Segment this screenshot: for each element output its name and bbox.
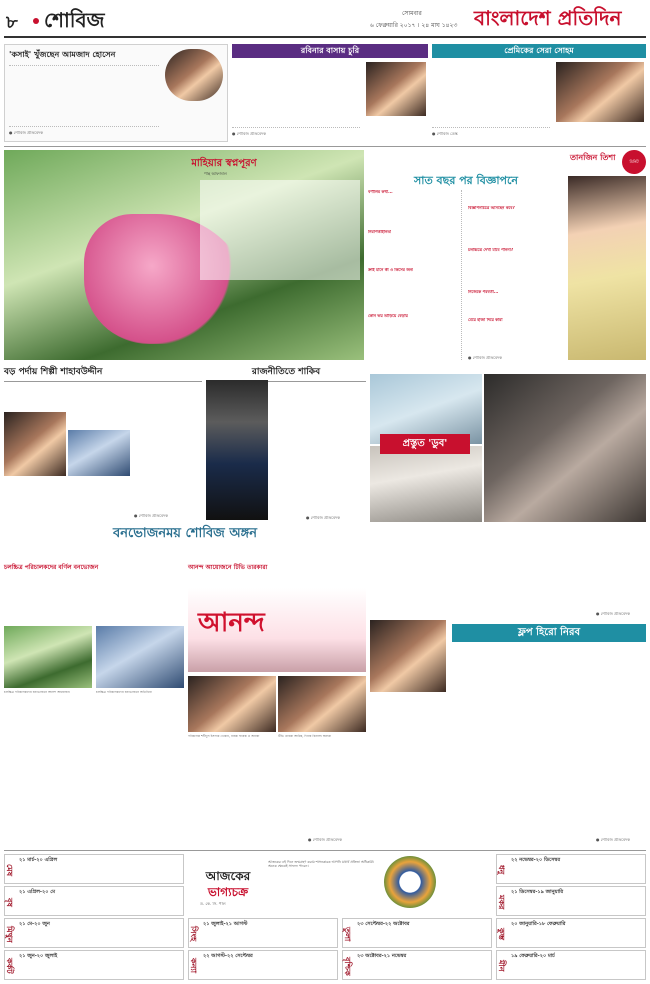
picnic-body-1 [4,572,184,624]
zodiac-sign: মীন [497,960,506,972]
picnic-caption-2: চলচ্চিত্র পরিচালকদের বনভোজনে অতিথিরা [96,690,152,694]
story-tanjin [368,150,646,368]
story-credit: ● শোবিজ ডেস্ক [432,132,458,136]
zodiac-text [357,929,489,947]
zodiac-sign: মেষ [5,863,14,877]
story-amjad [4,44,228,142]
picnic-body-4 [188,744,366,836]
minute-badge [622,150,646,174]
subhead-3: ক্রাই মানে কী ও কিসের জন্য [368,268,414,272]
zodiac-sign: তুলা [343,926,352,942]
zodiac-text [203,929,335,947]
story-col-1 [368,190,462,360]
story-body [4,380,202,410]
story-title: প্রেমিকের সেরা সোহম [432,44,646,58]
dub-body [370,524,646,616]
subhead-4: কোন ভয় তাড়িয়ে বেড়ায় [368,314,408,318]
zodiac-range: ২১ ডিসেম্বর-১৯ জানুয়ারি [511,889,564,895]
story-credit: ● শোবিজ প্রতিবেদক [232,132,266,136]
zodiac-sign: মিথুন [5,925,14,943]
zodiac-dhanu [496,854,646,884]
story-body [272,380,366,516]
photo-shahabuddin [4,412,66,476]
picnic-title: বনভোজনময় শোবিজ অঙ্গন [113,526,257,541]
day-label: সোমবার [402,10,422,17]
picnic-col-1 [4,562,184,846]
horoscope-title-1: আজকের [205,869,251,883]
zodiac-sign: বৃশ্চিক [343,956,352,976]
story-body [200,180,360,280]
zodiac-min [496,950,646,980]
photo-tanjin [568,176,646,360]
zodiac-sign: কর্কট [5,958,14,974]
picnic-body-3 [188,572,366,586]
zodiac-range: ২৩ অক্টোবর-২১ নভেম্বর [357,953,407,959]
photo-amjad [165,49,223,101]
section-dot-icon [33,18,39,24]
story-credit: ● শোবিজ প্রতিবেদক [306,516,340,520]
zodiac-kumbha [496,918,646,948]
zodiac-text [203,961,335,979]
story-byline: পান্থ আফজাল [204,172,227,176]
subhead-1: বর্ণালির কথা... [368,190,393,194]
picnic-subhead-1: চলচ্চিত্র পরিচালকদের বর্ণিল বনভোজন [4,564,99,571]
masthead [0,0,650,42]
zodiac-brisha [4,886,184,916]
story-credit: ● শোবিজ প্রতিবেদক [596,838,630,842]
zodiac-tula [342,918,492,948]
picnic-credit: ● শোবিজ প্রতিবেদক [308,838,342,842]
row-divider [4,146,646,147]
horoscope [4,854,646,982]
zodiac-range: ২১ জুন-২০ জুলাই [19,953,58,959]
zodiac-range: ১৯ ফেব্রুয়ারি-২০ মার্চ [511,953,555,959]
masthead-rule [4,36,646,38]
story-body [9,65,159,127]
photo-picnic-1 [4,626,92,688]
zodiac-text [357,961,489,979]
horoscope-divider [4,850,646,851]
story-body-2 [370,696,646,840]
photo-shakib [206,380,268,520]
dub-credit: ● শোবিজ প্রতিবেদক [596,612,630,616]
subhead-5: বিজ্ঞাপনচিত্রে আসছেন কবে? [468,206,515,210]
subhead-2: নিরাপত্তাহীনতা [368,230,392,234]
zodiac-kanya [188,950,338,980]
zodiac-text [19,897,181,915]
zodiac-singha [188,918,338,948]
picnic-caption-3: পরিচালক শহীদুল ইসলাম খোকন, নায়ক ফারুক ও অন্যরা [188,734,260,738]
zodiac-sign: বৃষ [5,897,14,907]
zodiac-sign: সিংহ [189,926,198,942]
story-shakib [206,364,366,522]
story-title: রবিনার বাসায় চুরি [232,44,428,58]
story-credit: ● শোবিজ প্রতিবেদক [9,131,43,135]
zodiac-range: ২০ জানুয়ারি-১৮ ফেব্রুয়ারি [511,921,566,927]
photo-robina [366,62,426,116]
story-soham [432,44,646,142]
zodiac-range: ২১ জুলাই-২১ আগস্ট [203,921,248,927]
minute-badge-label: মিনিট [629,159,639,164]
picnic-banner-text: আনন্দ [198,608,265,638]
zodiac-range: ২২ নভেম্বর-২০ ডিসেম্বর [511,857,561,863]
zodiac-range: ২১ মার্চ-২০ এপ্রিল [19,857,58,863]
zodiac-range: ২৩ সেপ্টেম্বর-২২ অক্টোবর [357,921,410,927]
story-title: ফ্লপ হিরো নিরব [452,624,646,642]
zodiac-text [19,929,181,947]
zodiac-text [19,865,181,883]
side-title: তানজিন তিশা [570,153,616,162]
zodiac-karkat [4,950,184,980]
story-body-3 [4,478,202,514]
zodiac-range: ২১ এপ্রিল-২০ মে [19,889,56,895]
zodiac-mithun [4,918,184,948]
story-robina [232,44,428,142]
picnic-col-2 [188,562,366,846]
photo-soham [556,62,644,122]
horoscope-title-2: ভাগ্যচক্র [207,885,249,899]
story-dub [370,374,646,522]
photo-shahabuddin-2 [68,430,130,476]
picnic-subhead-2: আনন্দ আয়োজনে টিভি তারকারা [188,564,268,571]
zodiac-makar [496,886,646,916]
story-body-2 [132,412,202,476]
photo-picnic-banner [188,588,366,672]
photo-picnic-2 [96,626,184,688]
horoscope-intro: আজকের এই দিনে জন্মগ্রহণ করায় শাসনকারক আপনি যথার্থ প্রতিভা অধিকারী। অনেক ক্ষেত্রেই সাফল্য পাবেন। [268,860,375,869]
story-headline: সাত বছর পর বিজ্ঞাপনে [414,174,518,187]
story-title: প্রস্তুত 'ডুব' [380,434,470,454]
zodiac-wheel-icon [384,856,436,908]
picnic-body-2 [4,700,184,840]
zodiac-text [19,961,181,979]
zodiac-text [511,961,643,979]
story-shahabuddin [4,364,202,522]
picnic-caption-4: টিভি তারকা আমির, দিনার রিনাসহ অন্যরা [278,734,332,738]
zodiac-brishchik [342,950,492,980]
section-title: শোবিজ [44,8,105,32]
story-title: রাজনীতিতে শাকিব [206,364,366,382]
story-title: 'কসাই' খুঁজছেন আমজাদ হোসেন [9,50,116,59]
paper-logo: বাংলাদেশ প্রতিদিন [474,6,622,30]
photo-picnic-4 [278,676,366,732]
picnic-caption-1: চলচ্চিত্র পরিচালকদের বনভোজনে আনন্দ আয়োজন [4,690,70,694]
story-mahiya [4,150,364,360]
zodiac-mesh [4,854,184,884]
zodiac-range: ২১ মে-২০ জুন [19,921,50,927]
zodiac-sign: কুম্ভ [497,928,506,940]
photo-picnic-3 [188,676,276,732]
photo-nirob [370,620,446,692]
zodiac-sign: ধনু [497,865,506,875]
photo-dub-still-3 [370,446,482,522]
photo-dub-still-2 [484,374,646,522]
zodiac-range: ২২ আগস্ট-২২ সেপ্টেম্বর [203,953,253,959]
story-title: বড় পর্দায় শিল্পী শাহাবউদ্দীন [4,364,202,382]
page-number: ৮ [6,12,18,33]
zodiac-text [511,929,643,947]
date-label: ৬ ফেব্রুয়ারি ২০১৭ । ২৪ মাঘ ১৪২৩ [370,22,458,29]
story-credit: ● শোবিজ প্রতিবেদক [134,514,168,518]
zodiac-sign: কন্যা [189,958,198,974]
subhead-8: মেয়ে হাজা দিয়ে কারা [468,318,503,322]
zodiac-text [511,897,643,915]
zodiac-text [511,865,643,883]
story-body [432,62,550,128]
story-body [452,646,646,692]
story-credit: ● শোবিজ প্রতিবেদক [468,356,502,360]
horoscope-author: ড. কে. সি. পাল [200,902,226,906]
story-title: মাহিয়ার স্বপ্নপূরণ [191,158,257,169]
subhead-6: চলচ্চিত্রে দেখা যাবে পাননা? [468,248,514,252]
story-body [232,62,360,128]
story-nirob [370,620,646,846]
subhead-7: নিজেকে পরবর্তী... [468,290,499,294]
story-lead [368,150,564,170]
picnic-lead [4,546,366,560]
zodiac-sign: মকর [497,894,506,910]
story-col-2 [468,190,564,360]
